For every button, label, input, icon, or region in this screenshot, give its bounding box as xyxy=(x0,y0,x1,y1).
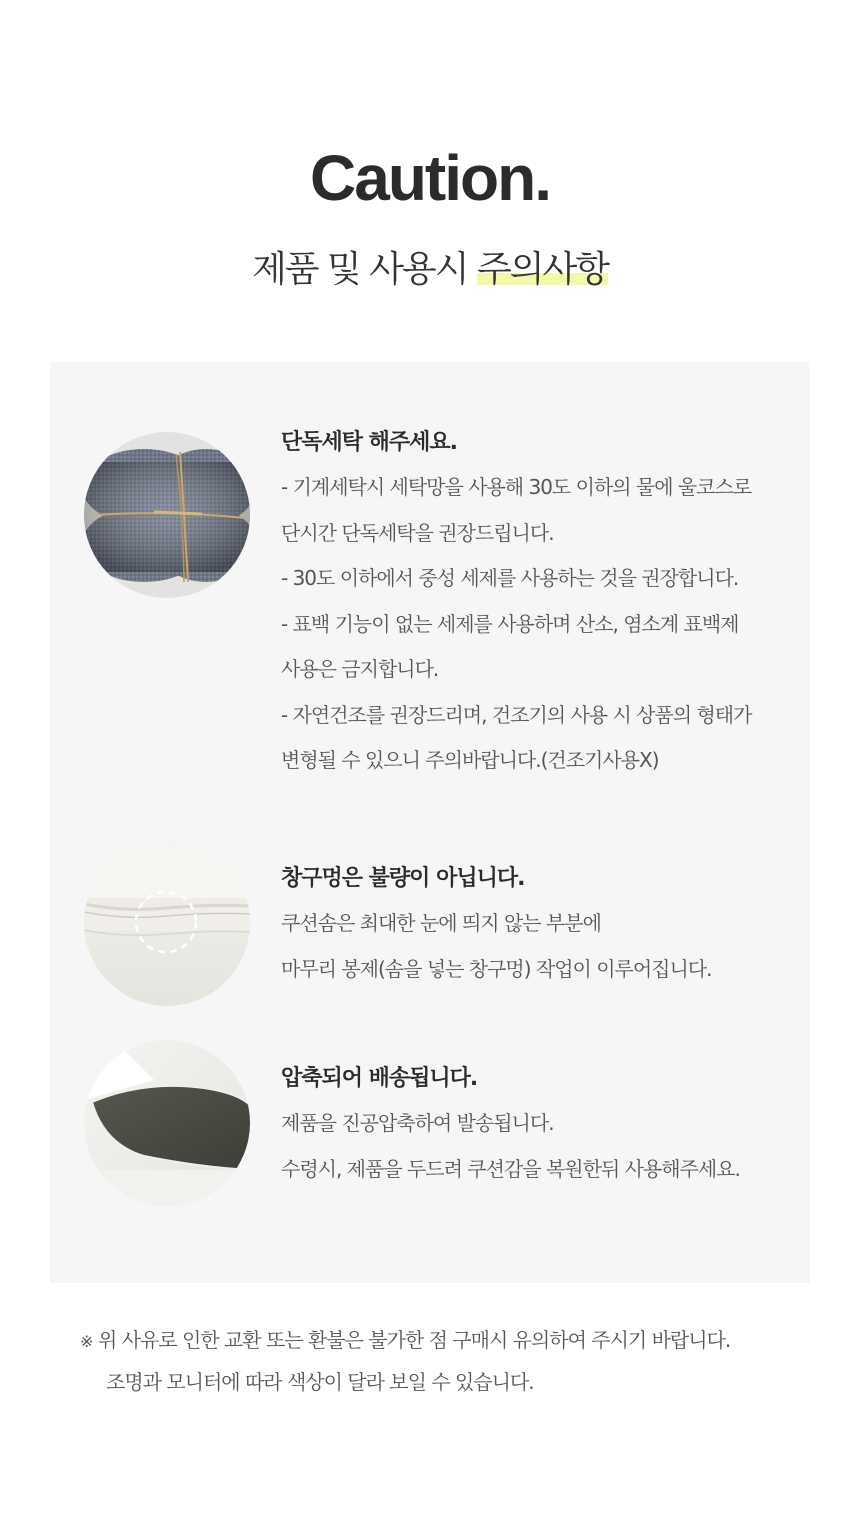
wash-line: - 표백 기능이 없는 세제를 사용하며 산소, 염소계 표백제 xyxy=(281,611,739,636)
wash-line: - 기계세탁시 세탁망을 사용해 30도 이하의 물에 울코스로 xyxy=(281,475,752,499)
wash-line: - 30도 이하에서 중성 세제를 사용하는 것을 권장합니다. xyxy=(281,566,739,590)
subtitle-text: 제품 및 사용시 xyxy=(251,249,477,290)
note-line-2: 조명과 모니터에 따라 색상이 달라 보일 수 있습니다. xyxy=(106,1370,534,1394)
wash-line: - 자연건조를 권장드리며, 건조기의 사용 시 상품의 형태가 xyxy=(281,702,752,727)
footer-notes xyxy=(80,1320,840,1402)
shipping-section xyxy=(281,1056,811,1192)
dark-cushion-photo xyxy=(84,1040,250,1206)
opening-section xyxy=(281,856,811,992)
opening-heading: 창구멍은 불량이 아닙니다. xyxy=(281,866,525,891)
subtitle-highlight: 주의사항 xyxy=(476,249,609,290)
note-text: 위 사유로 인한 교환 또는 환불은 불가한 점 구매시 유의하여 주시기 바랍니다. xyxy=(98,1328,731,1352)
page-subtitle xyxy=(0,244,860,296)
shipping-line: 수령시, 제품을 두드려 쿠션감을 복원한뒤 사용해주세요. xyxy=(281,1156,740,1181)
opening-line: 쿠션솜은 최대한 눈에 띄지 않는 부분에 xyxy=(281,911,601,935)
gray-cushion-photo xyxy=(84,432,250,598)
wash-line: 단시간 단독세탁을 권장드립니다. xyxy=(281,520,554,545)
note-line-1 xyxy=(80,1320,840,1362)
wash-heading: 단독세탁 해주세요. xyxy=(281,430,458,455)
wash-line: 변형될 수 있으니 주의바랍니다.(건조기사용X) xyxy=(281,748,659,772)
wash-line: 사용은 금지합니다. xyxy=(281,657,439,681)
shipping-heading: 압축되어 배송됩니다. xyxy=(281,1066,478,1091)
shipping-line: 제품을 진공압축하여 발송됩니다. xyxy=(281,1111,554,1135)
white-cushion-seam-photo xyxy=(84,840,250,1006)
page-title: Caution. xyxy=(310,142,550,214)
reference-mark-icon: ※ xyxy=(80,1332,93,1351)
opening-line: 마무리 봉제(솜을 넣는 창구멍) 작업이 이루어집니다. xyxy=(281,956,712,981)
wash-section xyxy=(281,420,811,784)
